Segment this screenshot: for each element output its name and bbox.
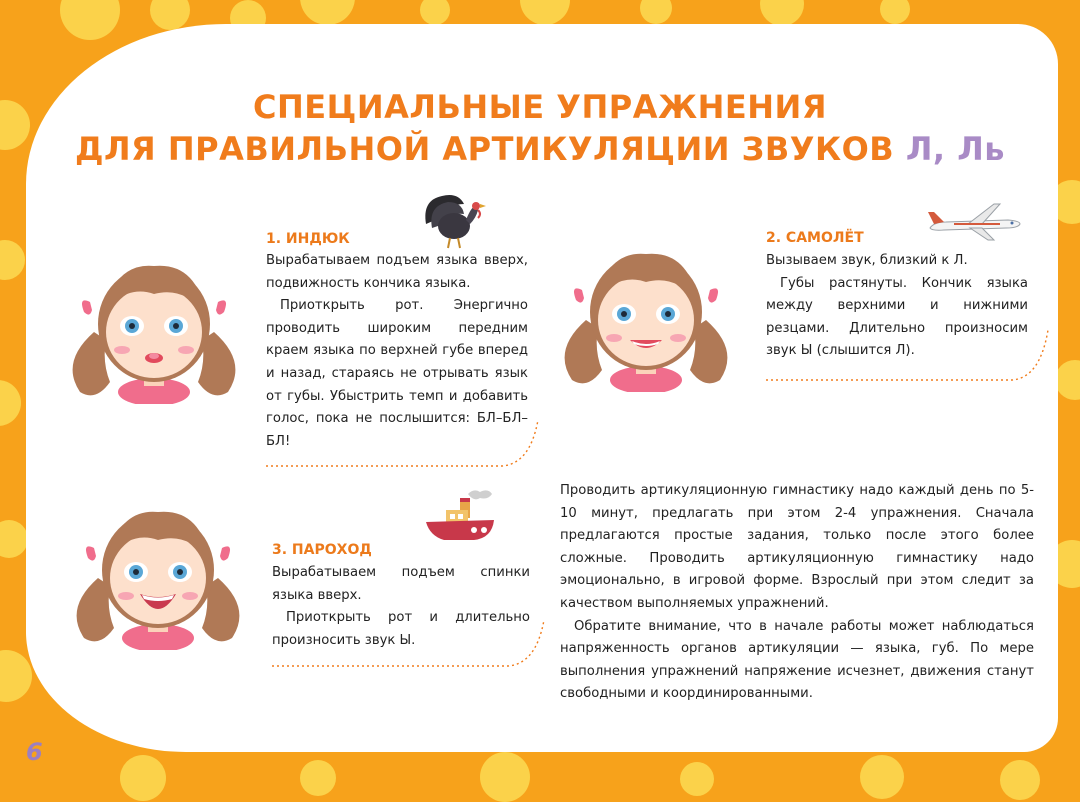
exercise-3-title: 3. ПАРОХОД [272,542,372,558]
turkey-icon [418,190,492,250]
exercise-3-body: Приоткрыть рот и длительно произносить звук Ы. [272,610,530,648]
exercise-2-intro: Вызываем звук, близкий к Л. [766,253,968,268]
airplane-icon [924,194,1024,244]
exercise-2-divider [762,320,1052,386]
page-title-letters: Л, Ль [905,130,1006,168]
girl-illustration-1 [66,232,242,404]
exercise-1-title: 1. ИНДЮК [266,231,350,247]
girl-illustration-2 [558,220,734,392]
page-title-main: ДЛЯ ПРАВИЛЬНОЙ АРТИКУЛЯЦИИ ЗВУКОВ [74,130,906,168]
exercise-3-intro: Вырабатываем подъем спинки языка вверх. [272,565,530,603]
page-number: 6 [26,738,43,766]
girl-illustration-3 [70,478,246,650]
page-title-line2 [0,130,1080,168]
advice-text [560,480,1034,706]
exercise-1-divider [262,412,542,472]
exercise-3-divider [268,612,548,672]
advice-paragraph-2: Обратите внимание, что в начале работы может наблюдаться напряженность органов артикуляции — языка, губ. По мере выполнения упражнений напряжение исчезнет, движения станут свободными и координированными. [560,618,1034,702]
page-title-line1: СПЕЦИАЛЬНЫЕ УПРАЖНЕНИЯ [253,88,827,126]
exercise-2-title: 2. САМОЛЁТ [766,230,864,246]
exercise-2-body: Губы растянуты. Кончик языка между верхними и нижними резцами. Длительно произносим звук Ы (слышится Л). [766,275,1028,359]
exercise-1-intro: Вырабатываем подъем языка вверх, подвижность кончика языка. [266,253,528,291]
advice-paragraph-1: Проводить артикуляционную гимнастику надо каждый день по 5-10 минут, предлагать при этом 2-4 упражнения. Сначала предлагаются простые задания, только после этого более сложные. Проводить артикуляционную гимнастику надо эмоционально, в игровой форме. Взрослый при этом следит за качеством выполняемых упражнений. [560,483,1034,611]
steamboat-icon [424,486,504,550]
exercise-1-body: Приоткрыть рот. Энергично проводить широким передним краем языка по верхней губе вперед и назад, стараясь не отрывать язык от губы. Убыстрить темп и добавить голос, пока не послышится: БЛ–БЛ–БЛ! [266,298,528,449]
